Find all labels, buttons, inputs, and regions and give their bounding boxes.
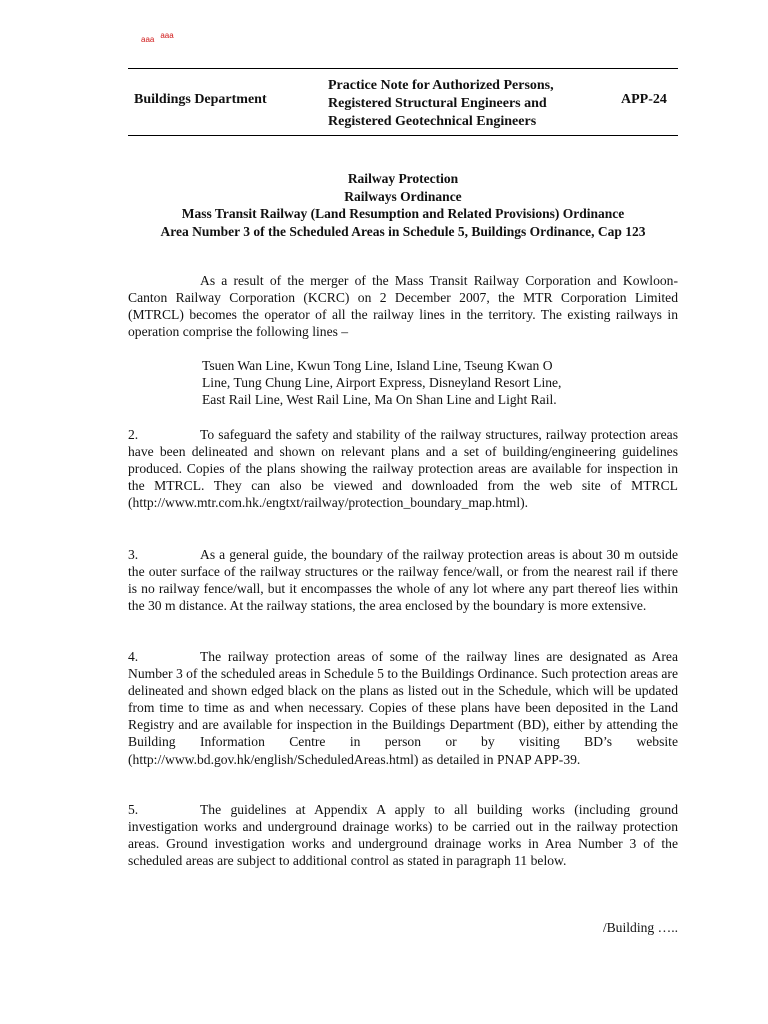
paragraph-1 [128, 272, 678, 340]
railway-lines-row: East Rail Line, West Rail Line, Ma On Shan Line and Light Rail. [202, 392, 557, 408]
paragraph-3-number: 3. [128, 547, 139, 562]
title-line: Area Number 3 of the Scheduled Areas in Schedule 5, Buildings Ordinance, Cap 123 [160, 223, 646, 239]
title-line: Railway Protection [347, 171, 459, 186]
paragraph-2-text: To safeguard the safety and stability of the railway structures, railway protection areas have been delineated and shown on relevant plans and a set of building/engineering guidelines produced. Copies of the plans showing the railway protection areas are available for inspection in the MTRCL. They can also be viewed and downloaded from the web site of MTRCL [128, 427, 678, 494]
practice-note-title-line: Practice Note for Authorized Persons, [328, 78, 554, 93]
paragraph-4-number: 4. [128, 649, 139, 664]
paragraph-4-text: The railway protection areas of some of the railway lines are designated as Area Number 3 of the scheduled areas in Schedule 5 to the Buildings Ordinance. Such protection areas are delineated and shown edged black on the plans as listed out in the Schedule, which will be updated from time to time as and when necessary. Copies of these plans have been deposited in the Land Registry and are available for inspection in the Buildings Department (BD), either by attending the Building Information Centre in person or by visiting BD’s website (http://www.bd.gov.hk/english/ScheduledAreas.html) as detailed in PNAP APP-39. [128, 649, 678, 767]
paragraph-5-text: The guidelines at Appendix A apply to all building works (including ground investigation works and underground drainage works) to be carried out in the railway protection areas. Ground investigation works and underground drainage works in Area Number 3 of the scheduled areas are subject to additional control as stated in paragraph 11 below. [128, 802, 678, 869]
paragraph-2-number: 2. [128, 427, 139, 442]
mark-1: aaa [141, 35, 155, 44]
paragraph-3-text: As a general guide, the boundary of the railway protection areas is about 30 m outside the outer surface of the railway structures or the railway fence/wall, or from the nearest rail if there is no railway fence/wall, but it encompasses the whole of any lot where any part thereof lies within the 30 m distance. At the railway stations, the area enclosed by the boundary is more extensive. [128, 547, 678, 614]
paragraph-4 [128, 648, 678, 768]
document-code: APP-24 [621, 92, 667, 107]
department-name: Buildings Department [134, 92, 267, 107]
practice-note-title-line: Registered Geotechnical Engineers [328, 114, 537, 129]
paragraph-5-number: 5. [128, 802, 139, 817]
paragraph-2-body [128, 426, 678, 494]
paragraph-1-text: As a result of the merger of the Mass Transit Railway Corporation and Kowloon-Canton Railway Corporation (KCRC) on 2 December 2007, the MTR Corporation Limited (MTRCL) becomes the operator of all the railway lines in the territory. The existing railways in operation comprise the following lines – [128, 273, 678, 340]
header-top-rule [128, 68, 678, 69]
mtrcl-url: (http://www.mtr.com.hk./engtxt/railway/protection_boundary_map.html). [128, 495, 529, 511]
mark-2: aaa [160, 31, 174, 40]
paragraph-5 [128, 801, 678, 869]
stamp-marks [141, 31, 180, 44]
header-bottom-rule [128, 135, 678, 136]
title-line: Mass Transit Railway (Land Resumption and Related Provisions) Ordinance [181, 206, 625, 221]
continuation-footer: /Building ….. [602, 920, 678, 935]
title-line: Railways Ordinance [344, 188, 462, 204]
paragraph-2 [128, 426, 678, 511]
practice-note-title [328, 77, 554, 131]
paragraph-3 [128, 546, 678, 614]
document-titles [128, 170, 678, 240]
railway-lines-list [202, 357, 622, 408]
practice-note-title-line: Registered Structural Engineers and [328, 96, 547, 111]
railway-lines-row: Tsuen Wan Line, Kwun Tong Line, Island Line, Tseung Kwan O [202, 358, 553, 373]
railway-lines-row: Line, Tung Chung Line, Airport Express, Disneyland Resort Line, [202, 375, 562, 391]
